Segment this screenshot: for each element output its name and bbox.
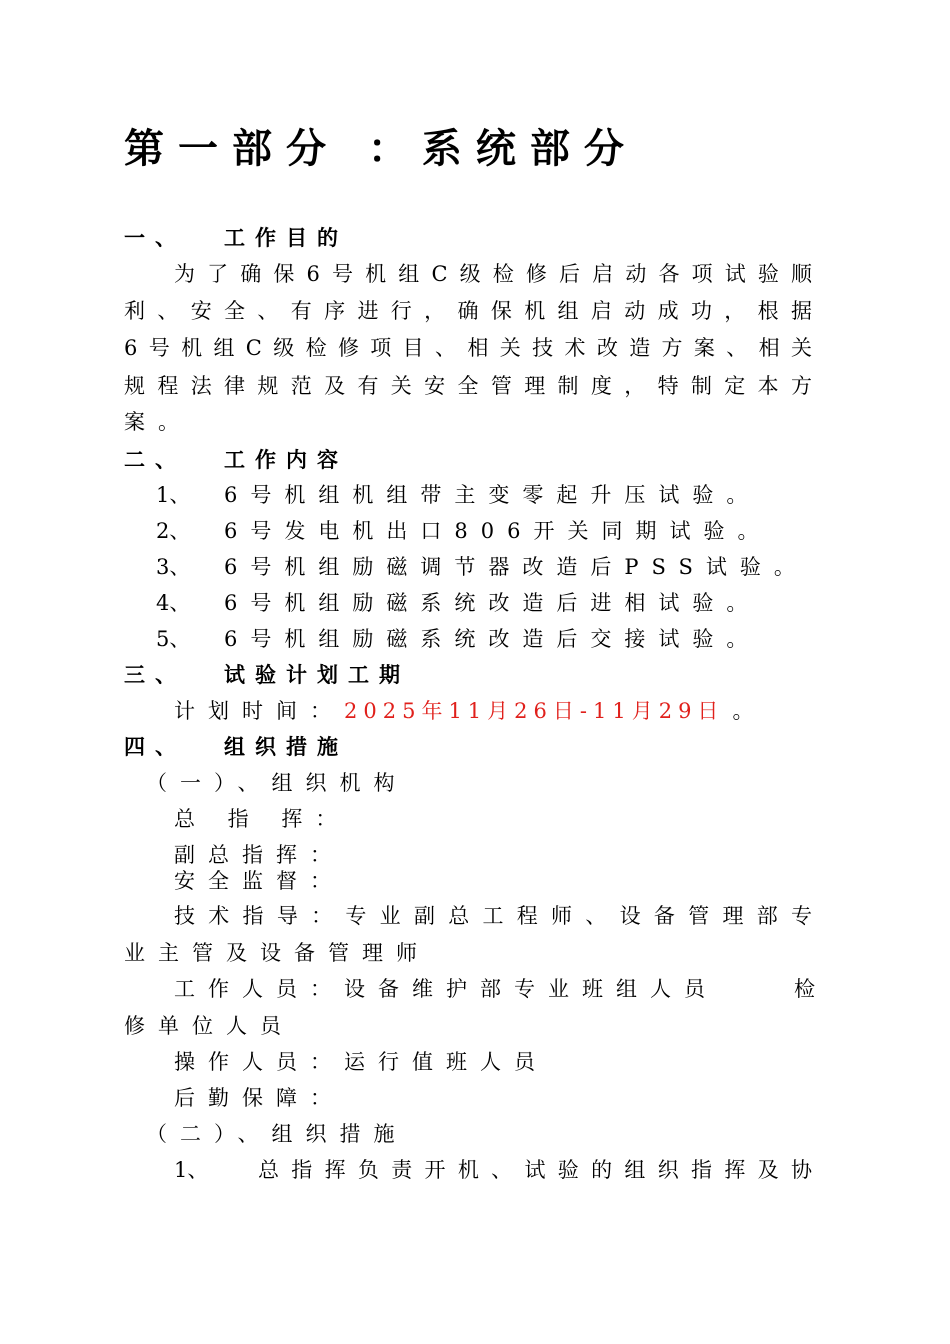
measure-text: 总指挥负责开机、试验的组织指挥及协 (258, 1158, 816, 1182)
subsection-heading: （二）、组织措施 (146, 1122, 408, 1146)
section-number: 一、 (124, 225, 186, 250)
role-tech-line: 业主管及设备管理师 (124, 941, 430, 965)
list-item-text: 6号机组机组带主变零起升压试验。 (224, 483, 761, 507)
role-operators: 操作人员：运行值班人员 (174, 1050, 548, 1074)
section-heading: 工作目的 (224, 225, 348, 250)
section-number: 三、 (124, 662, 186, 687)
plan-dates: 2025年11月26日-11月29日 (344, 699, 725, 723)
role-commander: 总 指 挥： (174, 807, 350, 831)
role-logistics: 后勤保障： (174, 1086, 344, 1110)
list-item-text: 6号发电机出口806开关同期试验。 (224, 519, 772, 543)
list-item-number: 3、 (156, 555, 191, 579)
role-workers-cont: 检 (794, 977, 815, 1001)
paragraph-line: 为了确保6号机组C级检修后启动各项试验顺 (174, 262, 816, 286)
measure-number: 1、 (174, 1158, 209, 1182)
paragraph-line: 6号机组C级检修项目、相关技术改造方案、相关 (124, 336, 816, 360)
section-number: 四、 (124, 734, 186, 759)
section-heading: 工作内容 (224, 447, 348, 472)
paragraph-line: 规程法律规范及有关安全管理制度，特制定本方 (124, 374, 816, 398)
plan-label: 计划时间： (174, 699, 344, 723)
role-tech-line: 技术指导：专业副总工程师、设备管理部专 (174, 904, 816, 928)
plan-line (174, 698, 766, 724)
role-deputy: 副总指挥： (174, 843, 344, 867)
list-item-number: 5、 (156, 627, 191, 651)
paragraph-line: 利、安全、有序进行，确保机组启动成功，根据 (124, 299, 816, 323)
page-title: 第一部分 ：系统部分 (124, 125, 638, 172)
role-safety: 安全监督： (174, 869, 344, 893)
list-item-text: 6号机组励磁调节器改造后PSS试验。 (224, 555, 808, 579)
section-heading: 试验计划工期 (224, 662, 410, 687)
list-item-number: 1、 (156, 483, 191, 507)
section-heading: 组织措施 (224, 734, 348, 759)
list-item-text: 6号机组励磁系统改造后进相试验。 (224, 591, 761, 615)
section-number: 二、 (124, 447, 186, 472)
paragraph-line: 案。 (124, 410, 192, 434)
list-item-number: 2、 (156, 519, 191, 543)
plan-end: 。 (732, 699, 767, 723)
list-item-text: 6号机组励磁系统改造后交接试验。 (224, 627, 761, 651)
role-workers: 工作人员：设备维护部专业班组人员 (174, 977, 718, 1001)
list-item-number: 4、 (156, 591, 191, 615)
role-workers-line2: 修单位人员 (124, 1014, 294, 1038)
subsection-heading: （一）、组织机构 (146, 771, 408, 795)
